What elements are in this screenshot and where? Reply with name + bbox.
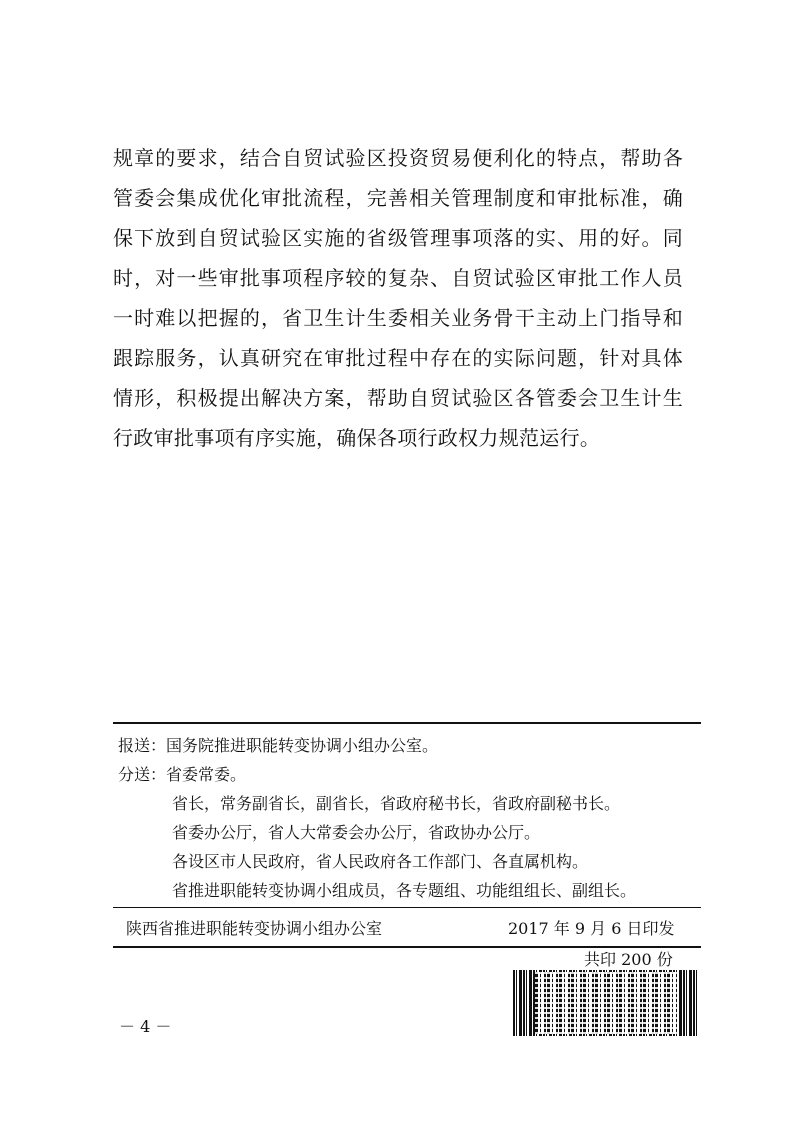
body-line-7: 情形，积极提出解决方案，帮助自贸试验区各管委会卫生计生 (113, 386, 683, 410)
copy-to-line-1: 省长，常务副省长，副省长，省政府秘书长，省政府副秘书长。 (172, 794, 621, 813)
copy-to-line-3: 各设区市人民政府，省人民政府各工作部门、各直属机构。 (172, 852, 589, 871)
body-line-3: 保下放到自贸试验区实施的省级管理事项落的实、用的好。同 (113, 226, 683, 250)
report-to-line: 报送：国务院推进职能转变协调小组办公室。 (118, 736, 439, 755)
distribution-bottom-rule (113, 907, 701, 908)
body-line-2: 管委会集成优化审批流程，完善相关管理制度和审批标准，确 (113, 186, 683, 210)
copies-count: 共印 200 份 (584, 950, 673, 969)
body-line-5: 一时难以把握的，省卫生计生委相关业务骨干主动上门指导和 (113, 306, 683, 330)
copy-to-line: 分送：省委常委。 (118, 765, 247, 784)
body-line-1: 规章的要求，结合自贸试验区投资贸易便利化的特点，帮助各 (113, 146, 683, 170)
body-line-8: 行政审批事项有序实施，确保各项行政权力规范运行。 (113, 426, 601, 450)
body-line-6: 跟踪服务，认真研究在审批过程中存在的实际问题，针对具体 (113, 346, 683, 370)
copy-to-line-4: 省推进职能转变协调小组成员，各专题组、功能组组长、副组长。 (172, 881, 637, 900)
issuer: 陕西省推进职能转变协调小组办公室 (126, 919, 383, 938)
copy-to-line-2: 省委办公厅，省人大常委会办公厅，省政协办公厅。 (172, 823, 541, 842)
body-line-4: 时，对一些审批事项程序较的复杂、自贸试验区审批工作人员 (113, 266, 683, 290)
qr-pattern (535, 972, 677, 1034)
barcode-image (513, 970, 699, 1036)
page-number: － 4 － (119, 1017, 172, 1036)
body-text (113, 138, 683, 458)
footer-bottom-rule (113, 946, 701, 948)
issue-date: 2017 年 9 月 6 日印发 (508, 919, 675, 938)
distribution-top-rule (113, 722, 701, 724)
